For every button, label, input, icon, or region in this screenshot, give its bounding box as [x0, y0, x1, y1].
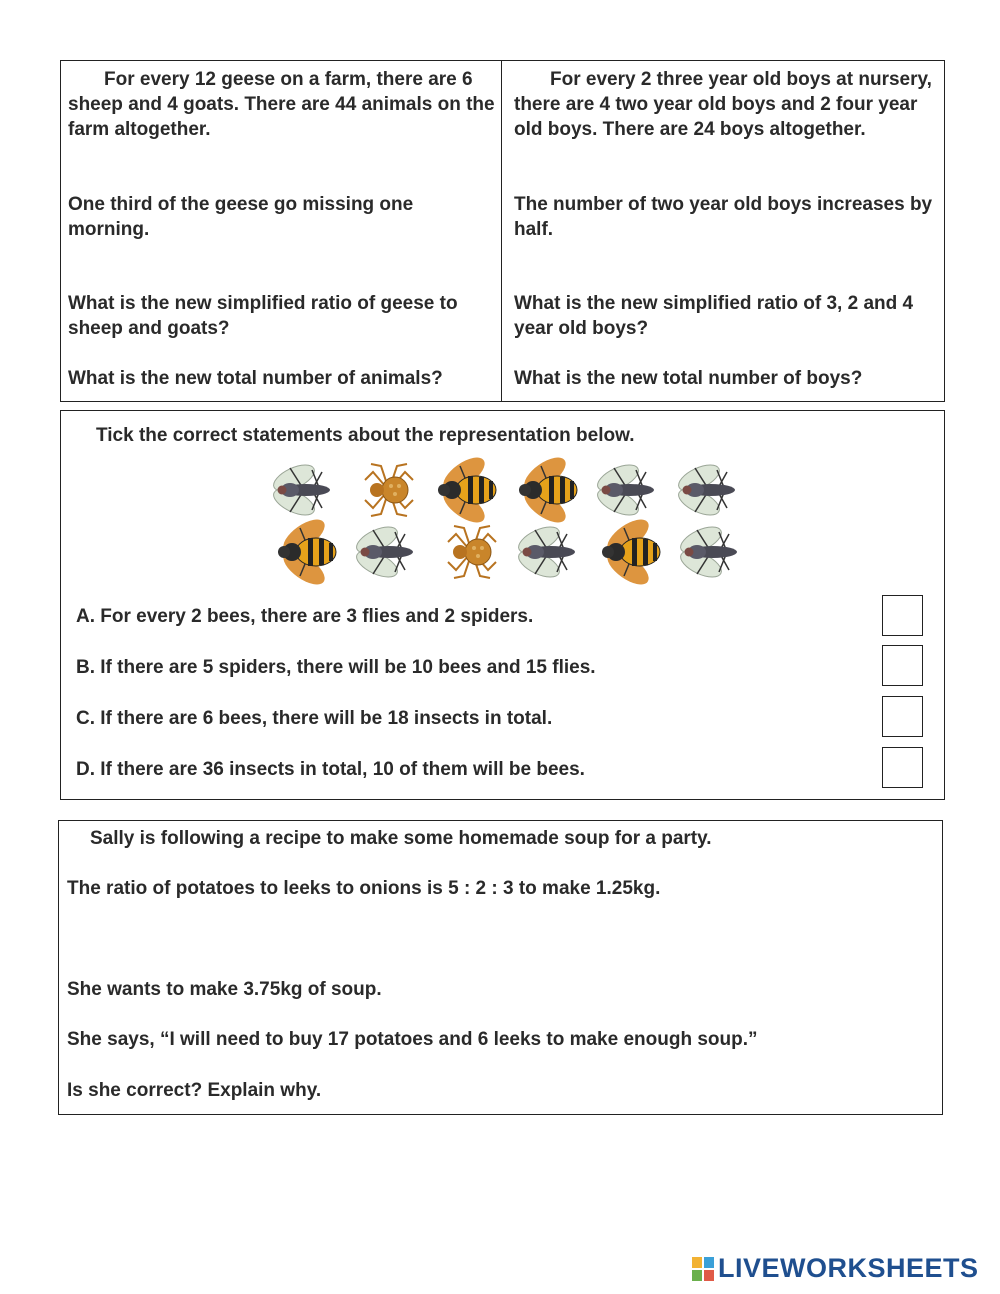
bee-icon: [438, 456, 496, 529]
bee-icon: [519, 456, 577, 529]
q1-left-intro: For every 12 geese on a farm, there are 6 sheep and 4 goats. There are 44 animals on the farm altogether.: [68, 69, 495, 140]
bee-icon: [602, 513, 660, 591]
spider-icon: [448, 526, 496, 578]
statement-d-checkbox[interactable]: [882, 747, 923, 788]
fly-icon: [675, 460, 735, 521]
fly-icon: [677, 522, 737, 583]
fly-icon: [515, 522, 575, 583]
q1-right-change: The number of two year old boys increases by half.: [514, 194, 933, 240]
logo-wordmark: LIVEWORKSHEETS: [718, 1253, 979, 1283]
statement-b-checkbox[interactable]: [882, 645, 923, 686]
spider-icon: [365, 464, 413, 516]
q1-right-question1: What is the new simplified ratio of 3, 2 and 4 year old boys?: [514, 293, 914, 339]
q3-claim: She says, “I will need to buy 17 potatoes and 6 leeks to make enough soup.”: [67, 1029, 758, 1050]
q1-right-question2: What is the new total number of boys?: [514, 368, 863, 389]
q3-ratio: The ratio of potatoes to leeks to onions is 5 : 2 : 3 to make 1.25kg.: [67, 878, 661, 899]
q3-target: She wants to make 3.75kg of soup.: [67, 979, 382, 1000]
bee-icon: [278, 513, 336, 591]
question-3-box: [58, 820, 943, 1115]
q1-left-change: One third of the geese go missing one morning.: [68, 194, 414, 240]
q1-right-intro: For every 2 three year old boys at nursery, there are 4 two year old boys and 2 four year old boys. There are 24 boys altogether.: [514, 69, 932, 140]
statement-d: D. If there are 36 insects in total, 10 of them will be bees.: [76, 759, 585, 780]
insect-representation: [268, 456, 768, 592]
fly-icon: [353, 522, 413, 583]
q1-left-question1: What is the new simplified ratio of geese to sheep and goats?: [68, 293, 458, 339]
statement-c: C. If there are 6 bees, there will be 18 insects in total.: [76, 708, 553, 729]
fly-icon: [270, 460, 330, 521]
statement-a-checkbox[interactable]: [882, 595, 923, 636]
logo-blocks-icon: [692, 1257, 716, 1283]
q2-instruction: Tick the correct statements about the representation below.: [96, 425, 635, 446]
question-1-divider: [501, 60, 502, 402]
statement-c-checkbox[interactable]: [882, 696, 923, 737]
q1-left-question2: What is the new total number of animals?: [68, 368, 443, 389]
statement-b: B. If there are 5 spiders, there will be 10 bees and 15 flies.: [76, 657, 596, 678]
fly-icon: [594, 460, 654, 521]
q3-question: Is she correct? Explain why.: [67, 1080, 322, 1101]
statement-a: A. For every 2 bees, there are 3 flies and 2 spiders.: [76, 606, 534, 627]
q3-intro: Sally is following a recipe to make some homemade soup for a party.: [90, 828, 712, 849]
